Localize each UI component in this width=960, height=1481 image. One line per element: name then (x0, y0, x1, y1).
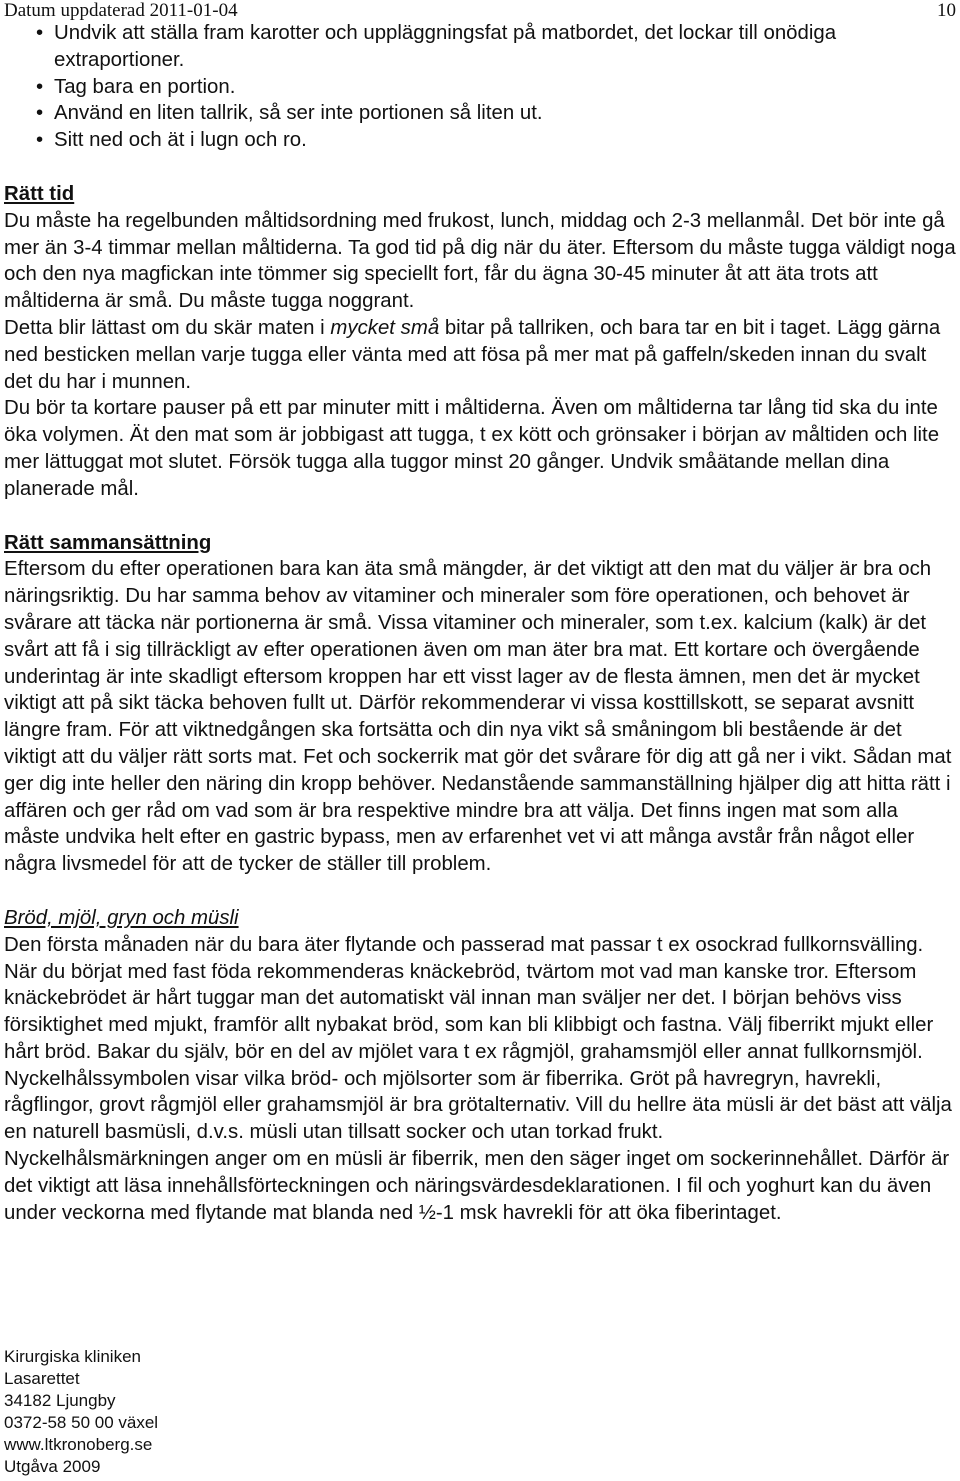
bullet-icon: • (36, 129, 44, 152)
section-heading-ratt-sammansattning: Rätt sammansättning (4, 531, 212, 554)
updated-date: Datum uppdaterad 2011-01-04 (4, 0, 238, 21)
footer-website-link[interactable]: www.ltkronoberg.se (4, 1435, 153, 1454)
footer-address (4, 1346, 158, 1478)
list-item: • Sitt ned och ät i lugn och ro. (4, 127, 958, 154)
page-header (0, 0, 960, 22)
footer-line: Lasarettet (4, 1369, 80, 1388)
list-item: • Tag bara en portion. (4, 74, 958, 101)
list-item: • Använd en liten tallrik, så ser inte portionen så liten ut. (4, 100, 958, 127)
bullet-icon: • (36, 75, 44, 98)
bullet-list (4, 20, 958, 154)
footer-line: Kirurgiska kliniken (4, 1347, 141, 1366)
emphasis: mycket små (330, 316, 440, 339)
footer-line: 0372-58 50 00 växel (4, 1413, 159, 1432)
paragraph: Detta blir lättast om du skär maten i mycket små bitar på tallriken, och bara tar en bit i taget. Lägg gärna ned besticken mellan varje tugga eller vänta med att fösa på mer mat på gaffeln/skeden innan du svalt det du har i munnen. (4, 316, 941, 393)
footer-line: Utgåva 2009 (4, 1457, 101, 1476)
paragraph: Du bör ta kortare pauser på ett par minuter mitt i måltiderna. Även om måltiderna tar lång tid ska du inte öka volymen. Ät den mat som är jobbigast att tugga, t ex kött och grönsaker i början av måltiden och lite mer lättuggat mot slutet. Försök tugga alla tuggor minst 20 gånger. Undvik småätande mellan dina planerade mål. (4, 397, 940, 500)
paragraph: Du måste ha regelbunden måltidsordning med frukost, lunch, middag och 2-3 mellanmål. Det bör inte gå mer än 3-4 timmar mellan måltiderna. Ta god tid på dig när du äter. Eftersom du måste tugga väldigt noga och den nya magfickan inte tömmer sig speciellt fort, får du ägna 30-45 minuter åt att äta trots att måltiderna är små. Du måste tugga noggrant. (4, 209, 956, 313)
paragraph: Nyckelhålsmärkningen anger om en müsli är fiberrik, men den säger inget om sockerinnehållet. Därför är det viktigt att läsa innehållsförteckningen och näringsvärdesdeklarationen. I fil och yoghurt kan du även under veckorna med flytande mat blanda ned ½-1 msk havrekli för att öka fiberintaget. (4, 1148, 950, 1224)
footer-line: 34182 Ljungby (4, 1391, 116, 1410)
bullet-icon: • (36, 102, 44, 125)
list-item: • Undvik att ställa fram karotter och uppläggningsfat på matbordet, det lockar till onödiga extraportioner. (36, 22, 837, 71)
section-heading-ratt-tid: Rätt tid (4, 182, 75, 205)
document-body (4, 20, 958, 1226)
bullet-icon: • (36, 22, 44, 44)
paragraph: Den första månaden när du bara äter flytande och passerad mat passar t ex osockrad fullkornsvälling. När du börjat med fast föda rekommenderas knäckebröd, tvärtom mot vad man kanske tror. Eftersom knäckebrödet är hårt tuggar man det automatiskt väl innan man sväljer ner det. I början behövs viss försiktighet med mjukt, framför allt nybakat bröd, som kan bli klibbigt och fastna. Välj fiberrikt mjukt eller hårt bröd. Bakar du själv, bör en del av mjölet vara t ex rågmjöl, grahamsmjöl eller annat fullkornsmjöl. Nyckelhålssymbolen visar vilka bröd- och mjölsorter som är fiberrika. Gröt på havregryn, havrekli, rågflingor, grovt rågmjöl eller grahamsmjöl är bra grötalternativ. Vill du hellre äta müsli är det bäst att välja en naturell basmüsli, d.v.s. müsli utan tillsatt socker och utan torkad frukt. (4, 933, 952, 1144)
paragraph: Eftersom du efter operationen bara kan äta små mängder, är det viktigt att den mat du väljer är bra och näringsriktig. Du har samma behov av vitaminer och mineraler som före operationen, och behovet är svårare att täcka när portionerna är små. Vissa vitaminer och mineraler, som t.ex. kalcium (kalk) är det svårt att få i sig tillräckligt av efter operationen även om man äter bra mat. Ett kortare och övergående underintag är inte skadligt eftersom kroppen har ett visst lager av de flesta ämnen, men det är mycket viktigt att på sikt täcka behoven fullt ut. Därför rekommenderar vi vissa kosttillskott, se separat avsnitt längre fram. För att viktnedgången ska fortsätta och din nya vikt så småningom bli bestående är det viktigt att du väljer rätt sorts mat. Fet och sockerrik mat gör det svårare för dig att gå ner i vikt. Sådan mat ger dig inte heller den näring din kropp behöver. Nedanstående sammanställning hjälper dig att hitta rätt i affären och ger råd om vad som är bra respektive mindre bra att välja. Det finns ingen mat som alla måste undvika helt efter en gastric bypass, men av erfarenhet vet vi att många avstår från något eller några livsmedel för att de tycker de ställer till problem. (4, 558, 952, 876)
page-number: 10 (937, 0, 956, 21)
subsection-heading-brod: Bröd, mjöl, gryn och müsli (4, 906, 239, 929)
